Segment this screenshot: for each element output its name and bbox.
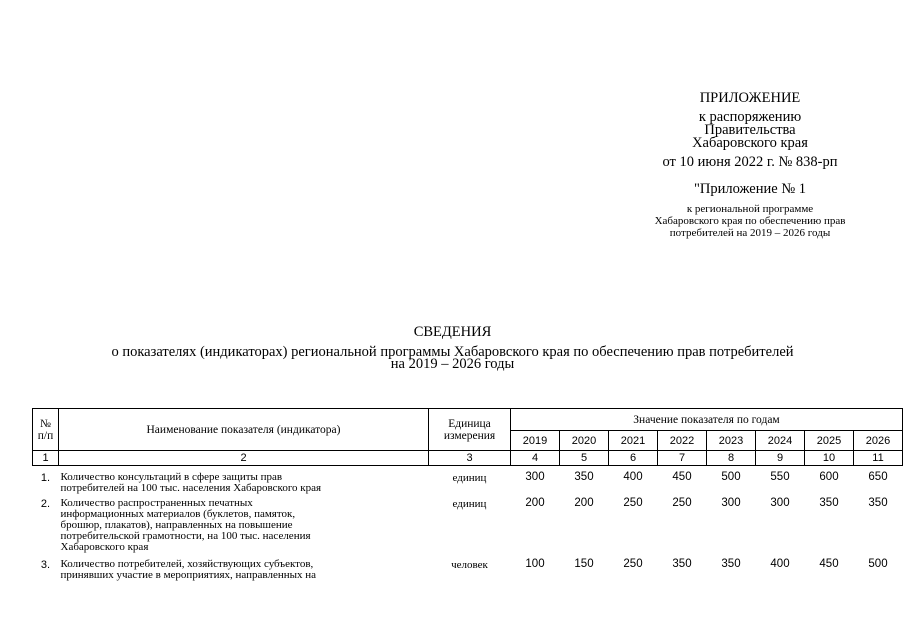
row-value: 350 bbox=[868, 497, 888, 509]
column-number: 2 bbox=[59, 451, 429, 466]
row-index: 1. bbox=[40, 472, 51, 484]
document-subtitle-line-1: о показателях (индикаторах) региональной программы Хабаровского края по обеспечению прав потребителей bbox=[111, 344, 794, 360]
column-number: 6 bbox=[609, 451, 658, 466]
row-value: 300 bbox=[770, 497, 790, 509]
column-number: 9 bbox=[756, 451, 805, 466]
row-value: 650 bbox=[868, 471, 888, 483]
row-name-line: Количество консультаций в сфере защиты прав bbox=[60, 471, 283, 483]
indicators-table bbox=[32, 408, 903, 581]
table-row bbox=[33, 466, 903, 495]
sub-appendix-line-3: потребителей на 2019 – 2026 годы bbox=[669, 227, 831, 239]
row-name bbox=[59, 466, 429, 495]
table-row bbox=[33, 494, 903, 553]
year-header: 2019 bbox=[511, 431, 560, 451]
sub-appendix-title: "Приложение № 1 bbox=[693, 181, 807, 197]
row-value: 250 bbox=[672, 497, 692, 509]
col-header-name: Наименование показателя (индикатора) bbox=[59, 409, 429, 451]
appendix-line-3: Хабаровского края bbox=[692, 135, 808, 151]
column-number: 7 bbox=[658, 451, 707, 466]
year-header: 2021 bbox=[609, 431, 658, 451]
sub-appendix-line-1: к региональной программе bbox=[686, 203, 814, 215]
row-value: 100 bbox=[525, 558, 545, 570]
row-unit: единиц bbox=[452, 498, 487, 510]
col-header-number bbox=[33, 409, 59, 451]
row-index: 3. bbox=[40, 559, 51, 571]
row-name-line: брошюр, плакатов), направленных на повышение bbox=[60, 519, 293, 531]
column-number: 1 bbox=[33, 451, 59, 466]
row-index: 2. bbox=[40, 498, 51, 510]
column-number: 8 bbox=[707, 451, 756, 466]
row-value: 350 bbox=[819, 497, 839, 509]
row-value: 500 bbox=[721, 471, 741, 483]
row-value: 200 bbox=[525, 497, 545, 509]
row-value: 600 bbox=[819, 471, 839, 483]
row-unit: человек bbox=[451, 559, 488, 571]
row-name-line: потребителей на 100 тыс. населения Хабаровского края bbox=[60, 482, 322, 494]
year-header: 2020 bbox=[560, 431, 609, 451]
row-value: 450 bbox=[819, 558, 839, 570]
row-value: 400 bbox=[623, 471, 643, 483]
col-header-unit bbox=[429, 409, 511, 451]
col-header-number-line-2: п/п bbox=[37, 429, 54, 442]
row-value: 250 bbox=[623, 558, 643, 570]
row-name-line: потребительской грамотности, на 100 тыс. населения bbox=[60, 530, 311, 542]
row-value: 300 bbox=[721, 497, 741, 509]
row-name bbox=[59, 494, 429, 553]
row-value: 500 bbox=[868, 558, 888, 570]
column-number: 3 bbox=[429, 451, 511, 466]
col-header-unit-line-1: Единица bbox=[448, 417, 491, 430]
row-value: 350 bbox=[672, 558, 692, 570]
row-value: 450 bbox=[672, 471, 692, 483]
row-name-line: Хабаровского края bbox=[60, 541, 149, 553]
row-name-line: информационных материалов (буклетов, памяток, bbox=[60, 508, 296, 520]
document-subtitle-line-2: на 2019 – 2026 годы bbox=[390, 356, 515, 372]
column-number: 5 bbox=[560, 451, 609, 466]
row-value: 300 bbox=[525, 471, 545, 483]
year-header: 2024 bbox=[756, 431, 805, 451]
row-value: 350 bbox=[721, 558, 741, 570]
document-title: СВЕДЕНИЯ bbox=[413, 324, 492, 340]
sub-appendix-line-2: Хабаровского края по обеспечению прав bbox=[654, 215, 846, 227]
row-value: 250 bbox=[623, 497, 643, 509]
appendix-line-2: Правительства bbox=[704, 122, 796, 138]
col-header-unit-line-2: измерения bbox=[443, 429, 496, 442]
table-row bbox=[33, 553, 903, 581]
row-value: 400 bbox=[770, 558, 790, 570]
row-name bbox=[59, 553, 429, 581]
year-header: 2026 bbox=[854, 431, 903, 451]
col-header-number-line-1: № bbox=[40, 417, 51, 430]
row-value: 550 bbox=[770, 471, 790, 483]
row-value: 150 bbox=[574, 558, 594, 570]
appendix-line-1: к распоряжению bbox=[698, 109, 802, 125]
col-header-values: Значение показателя по годам bbox=[511, 409, 903, 431]
row-value: 350 bbox=[574, 471, 594, 483]
column-number: 11 bbox=[854, 451, 903, 466]
row-name-line: Количество потребителей, хозяйствующих субъектов, bbox=[60, 558, 314, 570]
year-header: 2022 bbox=[658, 431, 707, 451]
year-header: 2023 bbox=[707, 431, 756, 451]
row-unit: единиц bbox=[452, 472, 487, 484]
row-name-line: Количество распространенных печатных bbox=[60, 497, 253, 509]
appendix-date: от 10 июня 2022 г. № 838-рп bbox=[662, 154, 838, 170]
year-header: 2025 bbox=[805, 431, 854, 451]
column-number: 4 bbox=[511, 451, 560, 466]
row-name-line: принявших участие в мероприятиях, направленных на bbox=[60, 569, 317, 581]
appendix-title: ПРИЛОЖЕНИЕ bbox=[699, 90, 801, 106]
row-value: 200 bbox=[574, 497, 594, 509]
column-number: 10 bbox=[805, 451, 854, 466]
